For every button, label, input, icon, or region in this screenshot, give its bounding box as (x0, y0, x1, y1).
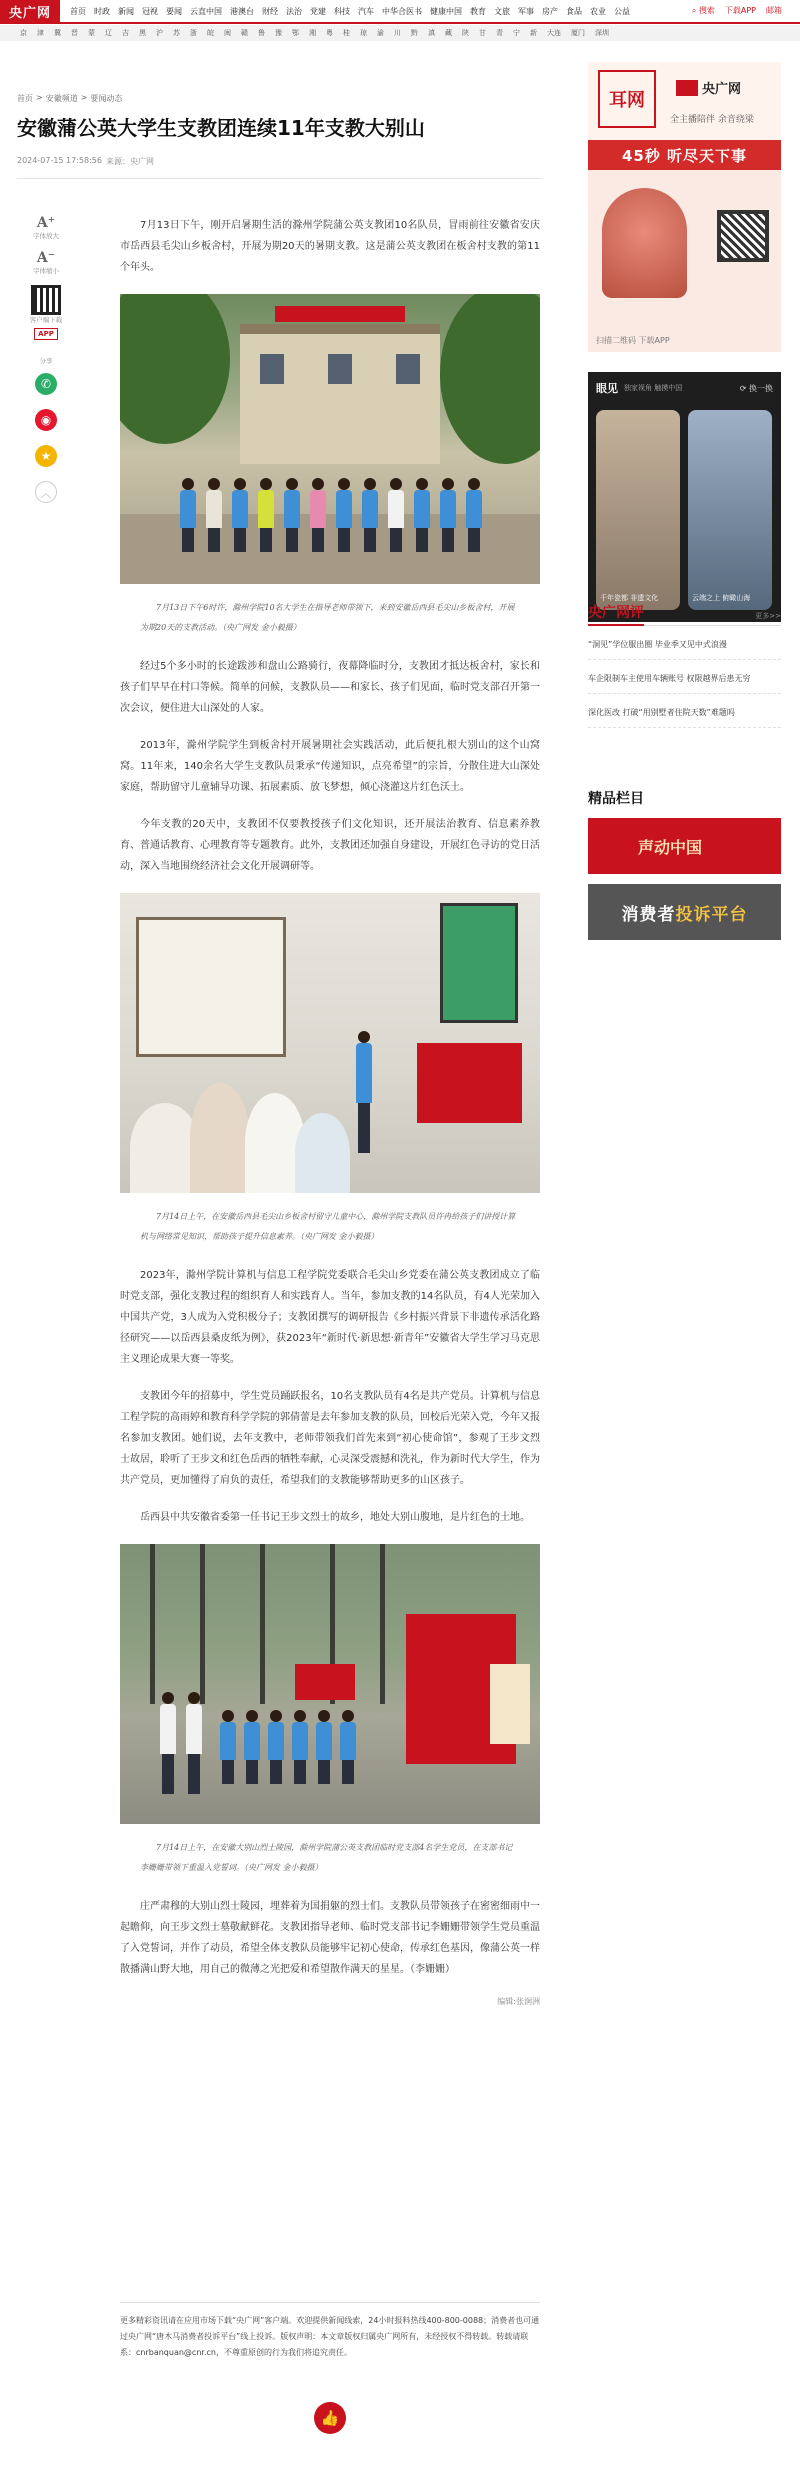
region-item[interactable]: 赣 (241, 29, 248, 37)
font-smaller-button[interactable]: A⁻ 字体缩小 (33, 250, 59, 275)
video-card[interactable]: 千年瓷都 非遗文化 (596, 410, 680, 610)
article-photo-3 (120, 1544, 540, 1824)
site-logo[interactable]: 央广网 (0, 0, 60, 22)
region-item[interactable]: 津 (37, 29, 44, 37)
nav-item[interactable]: 要闻 (166, 6, 182, 16)
region-item[interactable]: 皖 (207, 29, 214, 37)
download-app-link[interactable]: 下载APP (724, 6, 756, 15)
region-item[interactable]: 京 (20, 29, 27, 37)
nav-item[interactable]: 房产 (542, 6, 558, 16)
breadcrumb: 首页 > 安徽频道 > 要闻动态 (17, 93, 123, 103)
nav-item[interactable]: 财经 (262, 6, 278, 16)
ad-slogan: 全主播陪伴 余音绕梁 (670, 115, 754, 125)
article-meta (17, 156, 154, 167)
nav-item[interactable]: 党建 (310, 6, 326, 16)
photo-caption: 7月13日下午6时许，滁州学院10名大学生在指导老师带领下，来到安徽岳西县毛尖山乡板舍村，开展为期20天的支教活动。（央广网发 金小毅摄） (140, 603, 515, 632)
featured-columns (588, 788, 781, 940)
qr-code-icon (31, 285, 61, 315)
region-item[interactable]: 闽 (224, 29, 231, 37)
refresh-button[interactable]: ⟳ 换一换 (739, 383, 773, 393)
app-promo-ad[interactable] (588, 62, 781, 352)
article-photo-2 (120, 893, 540, 1193)
nav-item[interactable]: 港澳台 (230, 6, 254, 16)
ad-footer: 扫描二维码 下载APP (596, 336, 670, 345)
region-item[interactable]: 豫 (275, 29, 282, 37)
region-item[interactable]: 黑 (139, 29, 146, 37)
region-item[interactable]: 青 (496, 29, 503, 37)
region-nav (0, 25, 800, 41)
header-divider (0, 22, 800, 24)
nav-item[interactable]: 云直中国 (190, 6, 222, 16)
headphones-illustration-icon (602, 188, 687, 298)
font-plus-icon: A⁺ (36, 215, 56, 231)
nav-item[interactable]: 时政 (94, 6, 110, 16)
top-right-links (692, 5, 782, 16)
region-item[interactable]: 甘 (479, 29, 486, 37)
region-item[interactable]: 湘 (309, 29, 316, 37)
breadcrumb-news[interactable]: 要闻动态 (90, 94, 123, 103)
paragraph: 2023年，滁州学院计算机与信息工程学院党委联合毛尖山乡党委在蒲公英支教团成立了临时党支部，强化支教过程的组织育人和实践育人。当年，参加支教的14名队员，有4人光荣加入中国共产党，3人成为入党积极分子；支教团撰写的调研报告《乡村振兴背景下非遗传承活化路径研究——以岳西县桑皮纸为例》，获2023年“新时代·新思想·新青年”安徽省大学生学习马克思主义理论成果大赛一等奖。 (120, 1270, 540, 1365)
refresh-icon: ⟳ (739, 383, 747, 393)
breadcrumb-anhui[interactable]: 安徽频道 (45, 94, 78, 103)
article-photo-1 (120, 294, 540, 584)
cnr-commentary (588, 602, 781, 740)
nav-item[interactable]: 中华合医书 (382, 6, 422, 16)
region-item[interactable]: 黔 (411, 29, 418, 37)
region-item[interactable]: 滇 (428, 29, 435, 37)
region-item[interactable]: 大连 (547, 29, 561, 37)
share-label: 分享 (39, 357, 53, 365)
app-button[interactable]: APP (34, 328, 58, 340)
ad-qr-code-icon (717, 210, 769, 262)
region-item[interactable]: 鲁 (258, 29, 265, 37)
region-item[interactable]: 宁 (513, 29, 520, 37)
nav-item[interactable]: 农业 (590, 6, 606, 16)
wechat-share-icon[interactable]: ✆ (35, 373, 57, 395)
font-bigger-button[interactable]: A⁺ 字体放大 (33, 215, 59, 240)
nav-item[interactable]: 文旅 (494, 6, 510, 16)
back-to-top-icon[interactable]: ︿ (35, 481, 57, 503)
ad-box-logo: 耳网 (598, 70, 656, 128)
nav-item[interactable]: 汽车 (358, 6, 374, 16)
yanjian-title: 眼见 (596, 382, 618, 395)
brand-mark-icon (676, 80, 698, 96)
shengdong-banner[interactable]: 声动中国 (588, 818, 781, 874)
paragraph: 7月13日下午，刚开启暑期生活的滁州学院蒲公英支教团10名队员，冒雨前往安徽省安庆市岳西县毛尖山乡板舍村，开展为期20天的暑期支教。这是蒲公英支教团在板舍村支教的第11个年头。 (120, 220, 540, 273)
main-nav (70, 6, 630, 17)
editor-credit: 编辑:张涧洲 (497, 1997, 540, 2006)
photo-caption: 7月14日上午，在安徽岳西县毛尖山乡板舍村留守儿童中心，滁州学院支教队员许冉给孩子们讲授计算机与网络常见知识，帮助孩子提升信息素养。（央广网发 金小毅摄） (140, 1212, 516, 1241)
nav-item[interactable]: 冠视 (142, 6, 158, 16)
search-link[interactable]: ⌕ 搜索 (691, 6, 715, 15)
news-item[interactable]: 深化医改 打破“用别墅者住院天数”难题吗 (588, 706, 781, 728)
nav-item[interactable]: 公益 (614, 6, 630, 16)
complaint-banner[interactable]: 消费者 投诉平台 (588, 884, 781, 940)
page-title: 安徽蒲公英大学生支教团连续11年支教大别山 (17, 116, 425, 140)
region-item[interactable]: 川 (394, 29, 401, 37)
favorite-star-icon[interactable]: ★ (35, 445, 57, 467)
region-item[interactable]: 渝 (377, 29, 384, 37)
app-download[interactable]: 客户端下载 APP (24, 285, 68, 340)
region-item[interactable]: 藏 (445, 29, 452, 37)
weibo-share-icon[interactable]: ◉ (35, 409, 57, 431)
nav-item[interactable]: 教育 (470, 6, 486, 16)
region-item[interactable]: 晋 (71, 29, 78, 37)
paragraph: 经过5个多小时的长途跋涉和盘山公路骑行，夜幕降临时分，支教团才抵达板舍村，家长和孩子们早早在村口等候。简单的问候，支教队员——和家长、孩子们见面，临时党支部召开第一次会议，便住进大山深处的人家。 (120, 661, 540, 714)
paragraph: 岳西县中共安徽省委第一任书记王步文烈士的故乡，地处大别山腹地，是片红色的土地。 (140, 1512, 530, 1523)
region-item[interactable]: 吉 (122, 29, 129, 37)
paragraph: 2013年，滁州学院学生到板舍村开展暑期社会实践活动，此后便扎根大别山的这个山窝窝。11年来，140余名大学生支教队员秉承“传递知识，点亮希望”的宗旨，分散住进大山深处家庭，帮助留守儿童辅导功课、拓展素质、放飞梦想，倾心浇灌这片红色沃土。 (120, 740, 540, 793)
font-minus-icon: A⁻ (36, 250, 56, 266)
ad-brand: 央广网 (676, 78, 741, 97)
yanjian-module (588, 372, 781, 622)
thumbs-up-icon[interactable]: 👍 (314, 2402, 346, 2434)
region-item[interactable]: 苏 (173, 29, 180, 37)
paragraph: 今年支教的20天中，支教团不仅要教授孩子们文化知识，还开展法治教育、信息素养教育、普通话教育、心理教育等专题教育。此外，支教团还加强自身建设，开展红色寻访的党日活动，深入当地围绕经济社会文化开展调研等。 (120, 819, 540, 872)
mail-link[interactable]: 邮箱 (766, 6, 782, 15)
video-card[interactable]: 云端之上 俯瞰山海 (688, 410, 772, 610)
nav-item[interactable]: 健康中国 (430, 6, 462, 16)
section-title: 央广网评 (588, 602, 644, 626)
yanjian-sub: 独家视角 触摸中国 (624, 384, 683, 392)
nav-item[interactable]: 新闻 (118, 6, 134, 16)
news-item[interactable]: “洞见”学位服出圈 毕业季又见中式浪漫 (588, 638, 781, 660)
nav-item[interactable]: 食品 (566, 6, 582, 16)
breadcrumb-home[interactable]: 首页 (17, 94, 33, 103)
nav-item[interactable]: 法治 (286, 6, 302, 16)
region-item[interactable]: 陕 (462, 29, 469, 37)
nav-item[interactable]: 科技 (334, 6, 350, 16)
region-item[interactable]: 浙 (190, 29, 197, 37)
paragraph: 支教团今年的招募中，学生党员踊跃报名，10名支教队员有4名是共产党员。计算机与信息工程学院的高雨婷和教育科学学院的郭倩蕾是去年参加支教的队员，回校后光荣入党，今年又报名参加支教团。她们说，去年支教中，老师带领我们首先来到“初心使命馆”，参观了王步文烈士故居，聆听了王步文和红色岳西的牺牲奉献，心灵深受震撼和洗礼，作为新时代大学生，作为共产党员，更加懂得了肩负的责任，希望我们的支教能够帮助更多的山区孩子。 (120, 1391, 540, 1486)
region-item[interactable]: 桂 (343, 29, 350, 37)
photo-caption: 7月14日上午，在安徽大别山烈士陵园，滁州学院蒲公英支教团临时党支部4名学生党员，在支部书记李姗姗带领下重温入党誓词。（央广网发 金小毅摄） (140, 1843, 513, 1872)
nav-item[interactable]: 首页 (70, 6, 86, 16)
article-source: 来源：央广网 (105, 157, 154, 166)
nav-item[interactable]: 军事 (518, 6, 534, 16)
news-item[interactable]: 车企限制车主使用车辆账号 权限越界后患无穷 (588, 672, 781, 694)
search-icon: ⌕ (691, 6, 697, 15)
region-item[interactable]: 厦门 (571, 29, 585, 37)
publish-time: 2024-07-15 17:58:56 (17, 156, 102, 165)
region-item[interactable]: 琼 (360, 29, 367, 37)
title-divider (17, 178, 542, 179)
region-item[interactable]: 沪 (156, 29, 163, 37)
top-bar (0, 0, 800, 22)
region-item[interactable]: 粤 (326, 29, 333, 37)
region-item[interactable]: 辽 (105, 29, 112, 37)
section-title: 精品栏目 (588, 791, 644, 807)
region-item[interactable]: 新 (530, 29, 537, 37)
copyright-notice: 更多精彩资讯请在应用市场下载“央广网”客户端。欢迎提供新闻线索，24小时报料热线400-800-0088；消费者也可通过央广网“唐木马消费者投诉平台”线上投诉。版权声明：本文章版权归属央广网所有，未经授权不得转载。转载请联系：cnrbanquan@cnr.cn，不尊重原创的行为我们将追究责任。 (120, 2302, 540, 2361)
more-link[interactable]: 更多>> (755, 612, 781, 620)
paragraph: 庄严肃穆的大别山烈士陵园，埋葬着为国捐躯的烈士们。支教队员带领孩子在密密细雨中一起瞻仰，向王步文烈士墓敬献鲜花。支教团指导老师、临时党支部书记李姗姗带领学生党员重温了入党誓词，并作了动员，希望全体支教队员能够牢记初心使命，传承红色基因，像蒲公英一样散播满山野大地，用自己的微薄之光把爱和希望散作满天的星星。（李姗姗） (120, 1901, 540, 1975)
ad-banner: 45秒 听尽天下事 (588, 140, 781, 170)
region-item[interactable]: 鄂 (292, 29, 299, 37)
article-tools (24, 215, 68, 517)
region-item[interactable]: 蒙 (88, 29, 95, 37)
region-item[interactable]: 深圳 (595, 29, 609, 37)
article-body (120, 215, 540, 2007)
region-item[interactable]: 冀 (54, 29, 61, 37)
